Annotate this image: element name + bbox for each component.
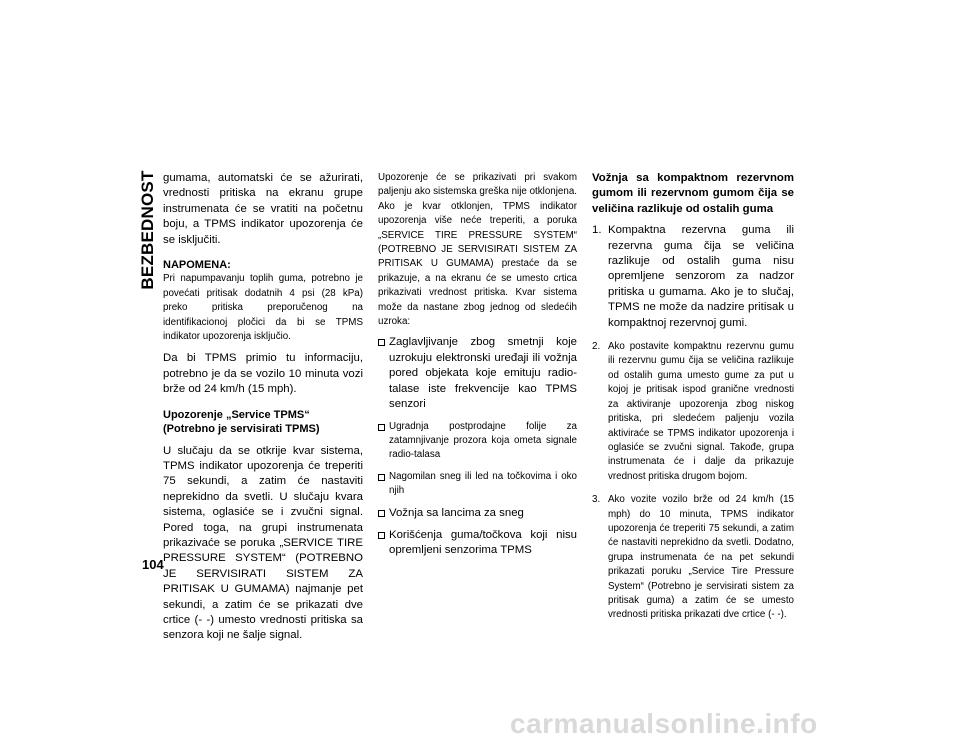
fault-causes-list: [378, 335, 577, 558]
checkbox-bullet-icon: [378, 339, 385, 346]
checkbox-bullet-icon: [378, 474, 385, 481]
item-number: 2.: [592, 341, 601, 353]
spare-tire-steps: [592, 223, 794, 623]
section-heading-spare-tire: Vožnja sa kompaktnom rezervnom gumom ili rezervnom gumom čija se veličina razlikuje od ostalih guma: [592, 172, 794, 215]
section-heading-service-tpms: Upozorenje „Service TPMS“ (Potrebno je servisirati TPMS): [163, 408, 320, 436]
item-text: Ako vozite vozilo brže od 24 km/h (15 mph) do 10 minuta, TPMS indikator upozorenja će treperiti 75 sekundi, a zatim će nastaviti neprekidno da svetli. Dodatno, grupa instrumenata će na pet sekundi prikazati poruku „Service Tire Pressure System“ (Potrebno je servisirati sistem za pritisak guma) a zatim će se umesto vrednosti pritiska prikazati dve crtice (- -).: [608, 494, 794, 621]
paragraph-system-fault: U slučaju da se otkrije kvar sistema, TPMS indikator upozorenja će treperiti 75 sekundi, a zatim će nastaviti neprekidno da svetli. U slučaju kvara sistema, oglasiće se i zvučni signal. Pored toga, na grupi instrumenata prikazivaće se poruka „SERVICE TIRE PRESSURE SYSTEM“ (POTREBNO JE SERVISIRATI SISTEM ZA PRITISAK U GUMAMA) najmanje pet sekundi, a zatim će se prikazati dve crtice (- -) umesto vrednosti pritiska sa senzora koji ne šalje signal.: [163, 444, 363, 642]
item-number: 3.: [592, 494, 601, 506]
list-item: [592, 493, 794, 623]
column-2: [378, 171, 577, 566]
checkbox-bullet-icon: [378, 532, 385, 539]
checkbox-bullet-icon: [378, 510, 385, 517]
column-1: [163, 171, 363, 644]
item-text: Ako postavite kompaktnu rezervnu gumu ili rezervnu gumu čija se veličina razlikuje od ostalih guma umesto gume za put u kojoj je pritisak ispod graničnе vrednosti za aktiviranje upozorenja zbog niskog pritiska, pri sledećem paljenju vozila aktiviraće se TPMS indikator upozorenja i oglasiće se zvučni signal. Takođe, grupa instrumenata će i dalje da prikazuje vrednost pritiska drugom bojom.: [608, 341, 794, 482]
paragraph-tpms-drive: Da bi TPMS primio tu informaciju, potrebno je da se vozilo 10 minuta vozi brže od 24 km/h (15 mph).: [163, 352, 363, 396]
list-item: Korišćenja guma/točkova koji nisu opremljeni senzorima TPMS: [378, 528, 577, 559]
checkbox-bullet-icon: [378, 424, 385, 431]
section-label: BEZBEDNOST: [138, 170, 157, 290]
section-side-tab: [133, 160, 163, 300]
watermark: carmanualsonline.info: [510, 708, 818, 739]
paragraph-warning-intro: Upozorenje će se prikazivati pri svakom paljenju ako sistemska greška nije otklonjena. Ako je kvar otklonjen, TPMS indikator upozorenja više neće treperiti, a poruka „SERVICE TIRE PRESSURE SYSTEM“ (POTREBNO JE SERVISIRATI SISTEM ZA PRITISAK U GUMAMA) prestaće da se prikazuje, a na ekranu će se umesto crtica prikazivati vrednost pritiska. Kvar sistema može da nastane zbog jednog od sledećih uzroka:: [378, 172, 577, 328]
list-item: [592, 340, 794, 484]
note-title: NAPOMENA:: [163, 259, 231, 272]
list-item: Ugradnja postprodajne folije za zatamnjivanje prozora koja ometa signale radio-talasa: [378, 420, 577, 463]
paragraph-tps-reset: gumama, automatski će se ažurirati, vrednosti pritiska na ekranu grupe instrumenata će se vratiti na početnu boju, a TPMS indikator upozorenja će se isključiti.: [163, 172, 363, 246]
list-item: Zaglavljivanje zbog smetnji koje uzrokuju elektronski uređaji ili vožnja pored objekata koje emituju radio-talase iste frekvencije kao TPMS senzori: [378, 335, 577, 412]
page-number: 104: [142, 557, 164, 572]
list-item: Nagomilan sneg ili led na točkovima i oko njih: [378, 470, 577, 499]
column-3: [592, 171, 794, 632]
item-text: Kompaktna rezervna guma ili rezervna guma čija se veličina razlikuje od ostalih guma nisu opremljene senzorom za nadzor pritiska u gumama. Ako je to slučaj, TPMS ne može da nadzire pritisak u kompaktnoj rezervnoj gumi.: [608, 224, 794, 329]
list-item: [592, 223, 794, 331]
note-text: Pri napumpavanju toplih guma, potrebno je povećati pritisak dodatnih 4 psi (28 kPa) preko pritiska preporučenog na identifikacionoj pločici da bi se TPMS indikator upozorenja isključio.: [163, 273, 363, 343]
list-item: Vožnja sa lancima za sneg: [378, 506, 577, 521]
item-number: 1.: [592, 224, 602, 237]
